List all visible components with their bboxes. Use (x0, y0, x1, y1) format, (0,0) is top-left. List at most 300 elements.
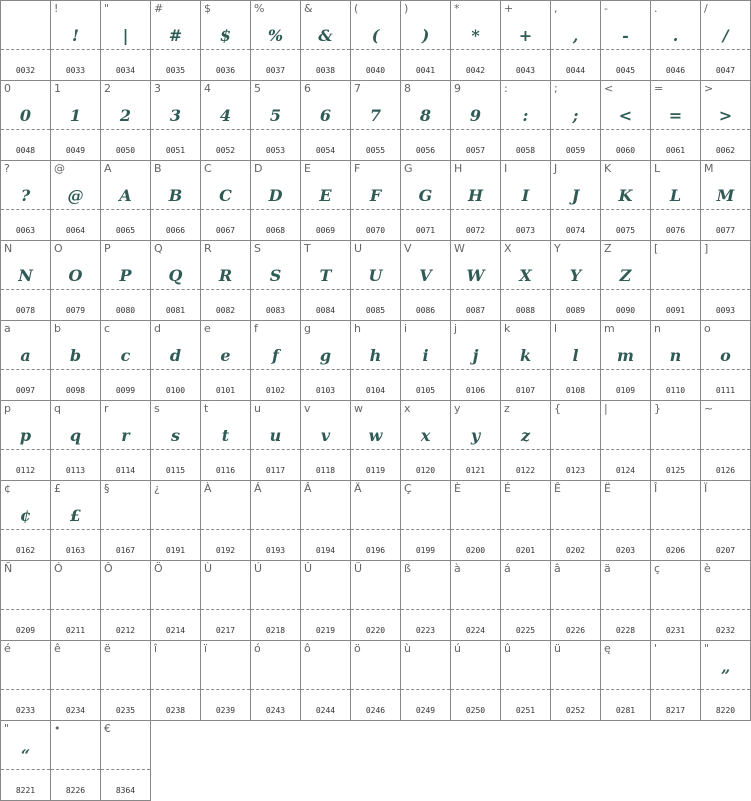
glyph-cell (350, 480, 401, 561)
baseline-divider (401, 689, 450, 690)
cell-code-label: 0069 (315, 226, 336, 235)
cell-character-label: Ê (554, 482, 561, 495)
baseline-divider (651, 209, 700, 210)
cell-character-label: ' (654, 642, 658, 655)
cell-glyph-sample: > (718, 106, 733, 125)
cell-code-label: 0081 (165, 306, 186, 315)
baseline-divider (701, 289, 750, 290)
cell-code-label: 0115 (165, 466, 186, 475)
baseline-divider (451, 449, 500, 450)
glyph-cell (300, 0, 351, 81)
cell-character-label: z (504, 402, 510, 415)
cell-character-label: € (104, 722, 111, 735)
cell-code-label: 0200 (465, 546, 486, 555)
cell-glyph-sample: B (168, 186, 183, 205)
cell-glyph-sample: W (466, 266, 485, 285)
cell-glyph-sample: £ (69, 506, 82, 525)
cell-glyph-sample: = (668, 106, 683, 125)
baseline-divider (451, 369, 500, 370)
cell-character-label: ~ (704, 402, 714, 415)
cell-character-label: 0 (4, 82, 11, 95)
cell-character-label: È (454, 482, 461, 495)
glyph-cell (250, 640, 301, 721)
glyph-cell (650, 400, 701, 481)
baseline-divider (101, 609, 150, 610)
glyph-cell (400, 320, 451, 401)
baseline-divider (1, 769, 50, 770)
glyph-cell (350, 320, 401, 401)
cell-code-label: 0104 (365, 386, 386, 395)
baseline-divider (601, 369, 650, 370)
cell-code-label: 0123 (565, 466, 586, 475)
cell-glyph-sample: 0 (19, 106, 32, 125)
cell-code-label: 0252 (565, 706, 586, 715)
glyph-cell (350, 0, 401, 81)
cell-character-label: î (154, 642, 158, 655)
cell-character-label: b (54, 322, 61, 335)
glyph-cell (650, 0, 701, 81)
cell-glyph-sample: x (420, 426, 431, 445)
cell-character-label: h (354, 322, 361, 335)
baseline-divider (101, 49, 150, 50)
cell-code-label: 0097 (15, 386, 36, 395)
cell-character-label: ] (704, 242, 709, 255)
cell-code-label: 0117 (265, 466, 286, 475)
cell-character-label: l (554, 322, 558, 335)
cell-code-label: 0058 (515, 146, 536, 155)
baseline-divider (651, 129, 700, 130)
baseline-divider (401, 209, 450, 210)
cell-code-label: 0071 (415, 226, 436, 235)
cell-code-label: 0116 (215, 466, 236, 475)
cell-character-label: F (354, 162, 361, 175)
glyph-cell (0, 480, 51, 561)
glyph-cell (350, 560, 401, 641)
cell-character-label: • (54, 722, 61, 735)
glyph-cell (100, 240, 151, 321)
baseline-divider (501, 529, 550, 530)
baseline-divider (301, 209, 350, 210)
cell-glyph-sample: M (716, 186, 735, 205)
glyph-cell (700, 640, 751, 721)
baseline-divider (151, 289, 200, 290)
baseline-divider (251, 689, 300, 690)
cell-code-label: 0219 (315, 626, 336, 635)
baseline-divider (351, 49, 400, 50)
cell-glyph-sample: f (272, 346, 279, 365)
cell-code-label: 0084 (315, 306, 336, 315)
baseline-divider (201, 209, 250, 210)
cell-glyph-sample: < (618, 106, 633, 125)
glyph-cell (600, 640, 651, 721)
glyph-cell (450, 80, 501, 161)
glyph-cell (200, 240, 251, 321)
baseline-divider (701, 449, 750, 450)
cell-code-label: 0046 (665, 66, 686, 75)
baseline-divider (351, 289, 400, 290)
baseline-divider (51, 369, 100, 370)
baseline-divider (601, 609, 650, 610)
glyph-cell (400, 400, 451, 481)
baseline-divider (501, 369, 550, 370)
glyph-cell (600, 400, 651, 481)
baseline-divider (201, 129, 250, 130)
cell-character-label: A (104, 162, 112, 175)
cell-character-label: C (204, 162, 212, 175)
cell-code-label: 0047 (715, 66, 736, 75)
cell-glyph-sample: P (119, 266, 132, 285)
baseline-divider (251, 49, 300, 50)
cell-code-label: 0037 (265, 66, 286, 75)
baseline-divider (1, 209, 50, 210)
glyph-cell (150, 80, 201, 161)
glyph-cell (0, 0, 51, 81)
cell-code-label: 0234 (65, 706, 86, 715)
cell-character-label: y (454, 402, 461, 415)
cell-code-label: 0085 (365, 306, 386, 315)
cell-code-label: 0281 (615, 706, 636, 715)
cell-glyph-sample: X (519, 266, 532, 285)
cell-code-label: 0109 (615, 386, 636, 395)
baseline-divider (51, 609, 100, 610)
glyph-cell (500, 560, 551, 641)
cell-character-label: à (454, 562, 461, 575)
baseline-divider (251, 449, 300, 450)
glyph-cell (250, 400, 301, 481)
cell-character-label: ï (204, 642, 208, 655)
cell-character-label: I (504, 162, 508, 175)
glyph-cell (500, 80, 551, 161)
glyph-cell (700, 160, 751, 241)
cell-code-label: 0194 (315, 546, 336, 555)
glyph-cell (50, 560, 101, 641)
cell-code-label: 0099 (115, 386, 136, 395)
cell-code-label: 0064 (65, 226, 86, 235)
cell-glyph-sample: F (369, 186, 382, 205)
cell-code-label: 0235 (115, 706, 136, 715)
cell-character-label: Ñ (4, 562, 13, 575)
cell-character-label: 1 (54, 82, 61, 95)
glyph-cell (200, 480, 251, 561)
glyph-cell (550, 480, 601, 561)
glyph-cell (100, 160, 151, 241)
cell-code-label: 0102 (265, 386, 286, 395)
cell-code-label: 8217 (665, 706, 686, 715)
baseline-divider (401, 49, 450, 50)
cell-code-label: 8220 (715, 706, 736, 715)
baseline-divider (451, 289, 500, 290)
cell-character-label: m (604, 322, 615, 335)
cell-code-label: 0220 (365, 626, 386, 635)
cell-code-label: 0091 (665, 306, 686, 315)
baseline-divider (51, 129, 100, 130)
baseline-divider (551, 289, 600, 290)
cell-code-label: 0163 (65, 546, 86, 555)
cell-glyph-sample: z (520, 426, 531, 445)
cell-character-label: } (654, 402, 661, 415)
glyph-cell (50, 400, 101, 481)
baseline-divider (551, 49, 600, 50)
baseline-divider (101, 689, 150, 690)
cell-glyph-sample: V (419, 266, 432, 285)
cell-code-label: 0072 (465, 226, 486, 235)
cell-code-label: 0060 (615, 146, 636, 155)
glyph-cell (400, 80, 451, 161)
glyph-cell (100, 640, 151, 721)
cell-character-label: V (404, 242, 412, 255)
cell-character-label: 3 (154, 82, 161, 95)
cell-glyph-sample: w (368, 426, 383, 445)
cell-character-label: ô (304, 642, 311, 655)
cell-character-label: t (204, 402, 209, 415)
baseline-divider (551, 449, 600, 450)
baseline-divider (701, 609, 750, 610)
cell-code-label: 0218 (265, 626, 286, 635)
glyph-cell (550, 320, 601, 401)
baseline-divider (101, 369, 150, 370)
cell-glyph-sample: ! (71, 26, 80, 45)
glyph-cell (650, 320, 701, 401)
cell-glyph-sample: h (369, 346, 382, 365)
cell-code-label: 0209 (15, 626, 36, 635)
cell-character-label: a (4, 322, 11, 335)
cell-character-label: Á (254, 482, 262, 495)
cell-code-label: 0078 (15, 306, 36, 315)
cell-character-label: 2 (104, 82, 111, 95)
cell-code-label: 0225 (515, 626, 536, 635)
baseline-divider (401, 609, 450, 610)
cell-character-label: Ó (54, 562, 63, 575)
glyph-cell (550, 240, 601, 321)
cell-glyph-sample: d (169, 346, 182, 365)
cell-character-label: r (104, 402, 109, 415)
cell-glyph-sample: $ (219, 26, 232, 45)
cell-code-label: 0231 (665, 626, 686, 635)
cell-code-label: 0050 (115, 146, 136, 155)
cell-code-label: 0108 (565, 386, 586, 395)
cell-glyph-sample: l (572, 346, 579, 365)
glyph-cell (0, 400, 51, 481)
glyph-cell (400, 160, 451, 241)
glyph-cell (450, 480, 501, 561)
baseline-divider (151, 529, 200, 530)
cell-code-label: 0035 (165, 66, 186, 75)
glyph-cell (500, 640, 551, 721)
cell-character-label: E (304, 162, 311, 175)
baseline-divider (201, 689, 250, 690)
cell-character-label: | (604, 402, 608, 415)
baseline-divider (351, 209, 400, 210)
cell-code-label: 0110 (665, 386, 686, 395)
cell-code-label: 0044 (565, 66, 586, 75)
glyph-cell (200, 640, 251, 721)
glyph-cell (200, 0, 251, 81)
baseline-divider (251, 209, 300, 210)
glyph-cell (250, 240, 301, 321)
cell-code-label: 0076 (665, 226, 686, 235)
baseline-divider (51, 529, 100, 530)
cell-code-label: 0191 (165, 546, 186, 555)
glyph-cell (550, 80, 601, 161)
glyph-cell (300, 400, 351, 481)
cell-glyph-sample: u (269, 426, 282, 445)
glyph-cell (150, 480, 201, 561)
glyph-cell (150, 400, 201, 481)
baseline-divider (701, 129, 750, 130)
cell-glyph-sample: “ (20, 746, 31, 765)
glyph-cell (350, 80, 401, 161)
cell-character-label: k (504, 322, 511, 335)
cell-code-label: 0040 (365, 66, 386, 75)
glyph-cell (600, 320, 651, 401)
baseline-divider (551, 529, 600, 530)
cell-code-label: 0038 (315, 66, 336, 75)
glyph-cell (350, 240, 401, 321)
glyph-cell (50, 80, 101, 161)
cell-code-label: 0043 (515, 66, 536, 75)
cell-character-label: ß (404, 562, 411, 575)
cell-code-label: 0100 (165, 386, 186, 395)
cell-character-label: ¿ (154, 482, 160, 495)
glyph-cell (500, 240, 551, 321)
cell-code-label: 0105 (415, 386, 436, 395)
cell-code-label: 0243 (265, 706, 286, 715)
cell-glyph-sample: R (218, 266, 233, 285)
cell-glyph-sample: o (720, 346, 731, 365)
baseline-divider (451, 689, 500, 690)
glyph-cell (700, 80, 751, 161)
baseline-divider (401, 529, 450, 530)
cell-code-label: 0212 (115, 626, 136, 635)
cell-code-label: 0251 (515, 706, 536, 715)
cell-character-label: : (504, 82, 508, 95)
baseline-divider (301, 369, 350, 370)
cell-glyph-sample: ? (20, 186, 31, 205)
cell-character-label: ó (254, 642, 261, 655)
cell-character-label: 7 (354, 82, 361, 95)
glyph-cell (150, 640, 201, 721)
baseline-divider (201, 449, 250, 450)
glyph-cell (650, 640, 701, 721)
glyph-cell (250, 560, 301, 641)
cell-code-label: 0122 (515, 466, 536, 475)
glyph-cell (300, 320, 351, 401)
baseline-divider (501, 449, 550, 450)
glyph-cell (150, 320, 201, 401)
baseline-divider (51, 769, 100, 770)
cell-character-label: > (704, 82, 714, 95)
glyph-cell (250, 480, 301, 561)
cell-code-label: 0217 (215, 626, 236, 635)
cell-glyph-sample: I (521, 186, 530, 205)
glyph-cell (550, 560, 601, 641)
cell-code-label: 8226 (65, 786, 86, 795)
glyph-cell (400, 560, 451, 641)
cell-code-label: 0061 (665, 146, 686, 155)
baseline-divider (351, 449, 400, 450)
cell-code-label: 0106 (465, 386, 486, 395)
cell-character-label: < (604, 82, 614, 95)
cell-glyph-sample: j (472, 346, 479, 365)
cell-glyph-sample: 6 (319, 106, 332, 125)
cell-code-label: 0107 (515, 386, 536, 395)
cell-code-label: 0055 (365, 146, 386, 155)
cell-character-label: " (4, 722, 10, 735)
cell-glyph-sample: ¢ (19, 506, 32, 525)
cell-character-label: P (104, 242, 111, 255)
cell-code-label: 0080 (115, 306, 136, 315)
baseline-divider (1, 609, 50, 610)
cell-character-label: c (104, 322, 111, 335)
cell-glyph-sample: 1 (69, 106, 82, 125)
cell-code-label: 0167 (115, 546, 136, 555)
cell-character-label: K (604, 162, 612, 175)
glyph-cell (650, 560, 701, 641)
cell-character-label: Î (654, 482, 658, 495)
glyph-cell (50, 320, 101, 401)
cell-code-label: 0086 (415, 306, 436, 315)
baseline-divider (151, 129, 200, 130)
cell-character-label: n (654, 322, 661, 335)
cell-code-label: 0126 (715, 466, 736, 475)
baseline-divider (551, 209, 600, 210)
glyph-cell (550, 640, 601, 721)
cell-glyph-sample: K (618, 186, 633, 205)
baseline-divider (451, 129, 500, 130)
baseline-divider (601, 449, 650, 450)
cell-code-label: 0224 (465, 626, 486, 635)
cell-code-label: 0196 (365, 546, 386, 555)
cell-character-label: # (154, 2, 164, 15)
glyph-cell (450, 160, 501, 241)
glyph-cell (700, 560, 751, 641)
cell-character-label: Â (304, 482, 312, 495)
glyph-cell (250, 0, 301, 81)
baseline-divider (601, 129, 650, 130)
cell-glyph-sample: m (617, 346, 634, 365)
cell-glyph-sample: Z (619, 266, 632, 285)
cell-glyph-sample: O (68, 266, 83, 285)
cell-code-label: 0114 (115, 466, 136, 475)
glyph-cell (300, 560, 351, 641)
cell-glyph-sample: , (572, 26, 579, 45)
glyph-cell (600, 160, 651, 241)
cell-glyph-sample: | (122, 26, 129, 45)
cell-character-label: i (404, 322, 408, 335)
baseline-divider (301, 289, 350, 290)
cell-character-label: @ (54, 162, 65, 175)
cell-character-label: w (354, 402, 363, 415)
cell-code-label: 0214 (165, 626, 186, 635)
cell-code-label: 0052 (215, 146, 236, 155)
cell-character-label: j (454, 322, 458, 335)
cell-code-label: 0113 (65, 466, 86, 475)
baseline-divider (301, 609, 350, 610)
cell-code-label: 0051 (165, 146, 186, 155)
cell-code-label: 0063 (15, 226, 36, 235)
cell-glyph-sample: Q (168, 266, 183, 285)
glyph-cell (600, 0, 651, 81)
cell-code-label: 0087 (465, 306, 486, 315)
cell-glyph-sample: k (519, 346, 532, 365)
cell-character-label: v (304, 402, 311, 415)
baseline-divider (1, 129, 50, 130)
baseline-divider (651, 289, 700, 290)
cell-glyph-sample: J (571, 186, 580, 205)
cell-character-label: ¢ (4, 482, 11, 495)
cell-code-label: 0062 (715, 146, 736, 155)
cell-glyph-sample: - (622, 26, 629, 45)
